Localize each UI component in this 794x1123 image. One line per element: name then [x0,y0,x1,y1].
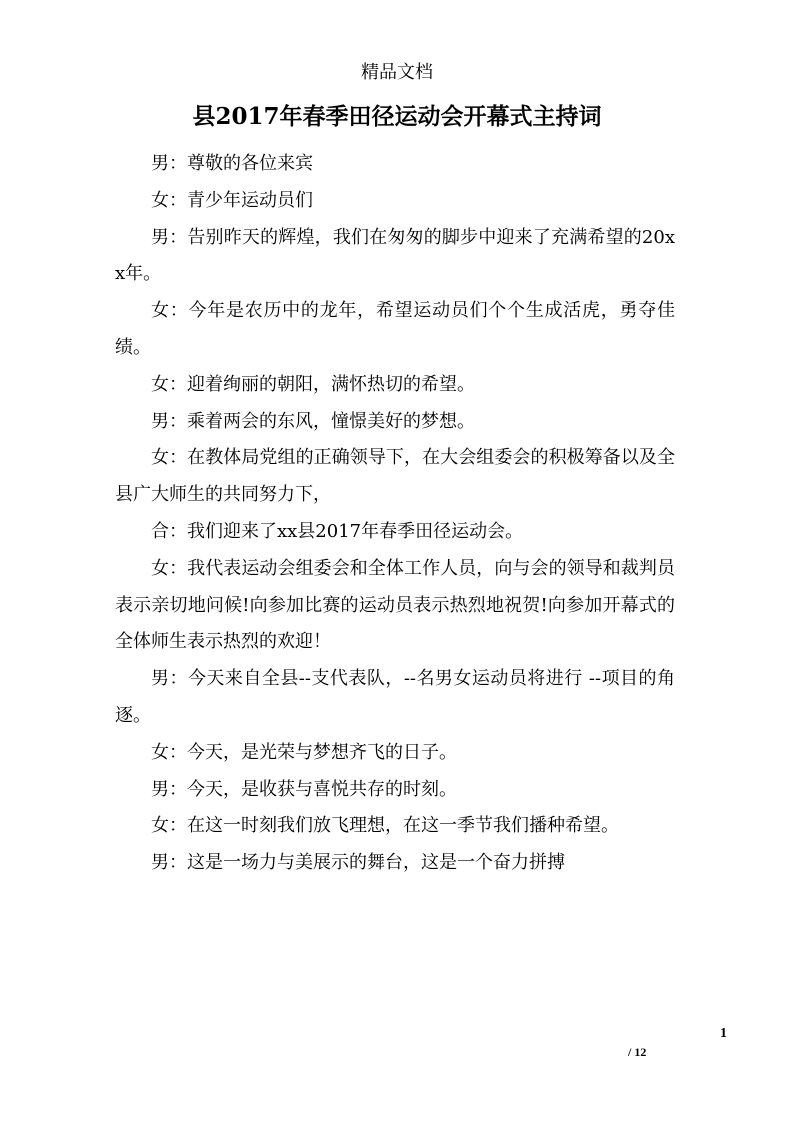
document-title: 县2017年春季田径运动会开幕式主持词 [192,103,602,130]
paragraph: 男：今天，是收获与喜悦共存的时刻。 [151,778,457,800]
paragraph: 女：我代表运动会组委会和全体工作人员，向与会的领导和裁判员表示亲切地问候!向参加比赛的运动员表示热烈地祝贺!向参加开幕式的全体师生表示热烈的欢迎！ [115,557,675,653]
paragraph: 女：青少年运动员们 [151,189,313,211]
paragraph: 男：今天来自全县--支代表队，--名男女运动员将进行 --项目的角逐。 [115,668,675,726]
document-header: 精品文档 [361,62,433,83]
paragraph: 女：在这一时刻我们放飞理想，在这一季节我们播种希望。 [151,815,619,837]
paragraph: 合：我们迎来了xx县2017年春季田径运动会。 [151,520,524,542]
paragraph: 男：尊敬的各位来宾 [151,153,313,174]
paragraph: 女：今天，是光荣与梦想齐飞的日子。 [151,741,457,763]
paragraph: 女：今年是农历中的龙年，希望运动员们个个生成活虎，勇夺佳绩。 [115,300,675,358]
paragraph: 男：乘着两会的东风，憧憬美好的梦想。 [151,410,475,432]
paragraph: 男：这是一场力与美展示的舞台，这是一个奋力拼搏 [151,852,565,874]
paragraph: 女：迎着绚丽的朝阳，满怀热切的希望。 [151,373,475,395]
paragraph: 女：在教体局党组的正确领导下，在大会组委会的积极筹备以及全县广大师生的共同努力下， [115,447,675,506]
page-total: / 12 [628,1045,647,1059]
paragraph: 男：告别昨天的辉煌，我们在匆匆的脚步中迎来了充满希望的20xx年。 [115,226,675,285]
page-number: 1 [720,1026,727,1041]
document-body [115,146,675,882]
